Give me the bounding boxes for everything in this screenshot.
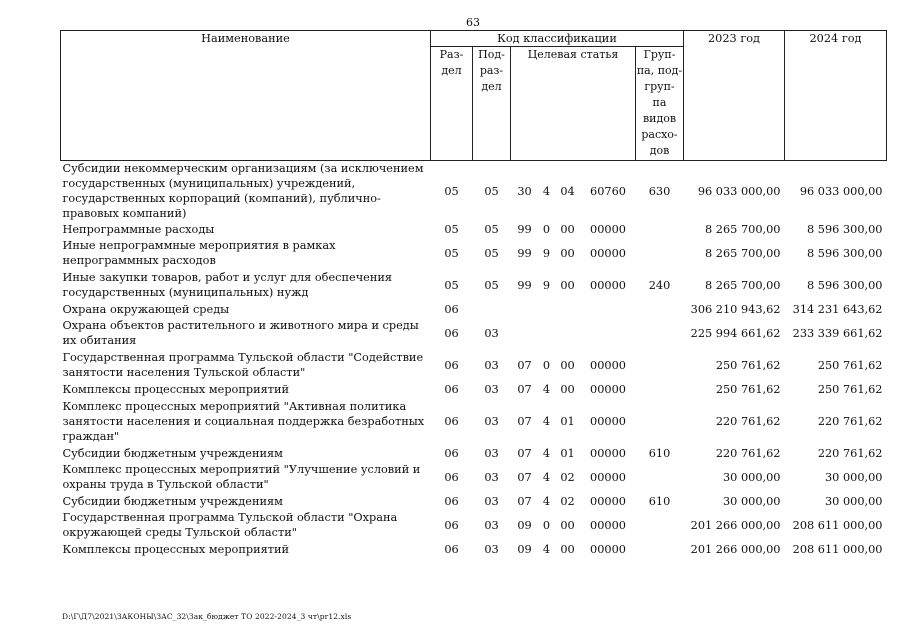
cell-name: Субсидии бюджетным учреждениям (62, 494, 283, 508)
cell-cs3: 00 (560, 358, 575, 372)
cell-name: Государственная программа Тульской области "Содействие занятости населения Тульской области" (62, 351, 424, 379)
cell-y2024: 96 033 000,00 (799, 184, 883, 198)
cell-cs2: 4 (542, 414, 551, 428)
cell-cs3: 00 (560, 518, 575, 532)
header-name: Наименование (61, 31, 431, 161)
table-row (61, 161, 887, 222)
cell-podrazdel: 05 (484, 246, 499, 260)
cell-cs3: 00 (560, 382, 575, 396)
cell-cs3 (555, 301, 581, 317)
cell-cs4: 00000 (590, 518, 626, 532)
cell-name: Комплекс процессных мероприятий "Улучшение условий и охраны труда в Тульской области" (62, 463, 421, 491)
cell-razdel: 06 (444, 542, 459, 556)
cell-y2023: 8 265 700,00 (705, 278, 781, 292)
cell-cs3: 01 (560, 414, 575, 428)
cell-cs3: 02 (560, 470, 575, 484)
cell-razdel: 05 (444, 278, 459, 292)
cell-cs3: 00 (560, 222, 575, 236)
budget-table (60, 30, 887, 557)
cell-vr: 630 (648, 184, 671, 198)
cell-podrazdel: 03 (484, 470, 499, 484)
cell-cs1: 09 (517, 518, 532, 532)
cell-name: Охрана окружающей среды (62, 302, 230, 316)
table-row (61, 237, 887, 269)
cell-cs3: 02 (560, 494, 575, 508)
cell-cs4: 00000 (590, 542, 626, 556)
cell-razdel: 06 (444, 446, 459, 460)
cell-vr (636, 301, 684, 317)
cell-razdel: 06 (444, 518, 459, 532)
cell-cs1: 99 (517, 278, 532, 292)
cell-cs2: 4 (542, 382, 551, 396)
header-target-article: Целевая статья (511, 47, 636, 161)
table-row (61, 349, 887, 381)
cell-cs4: 60760 (590, 184, 626, 198)
cell-cs1 (511, 301, 539, 317)
cell-y2024: 250 761,62 (817, 358, 883, 372)
cell-cs1: 07 (517, 382, 532, 396)
table-row (61, 509, 887, 541)
cell-razdel: 06 (444, 470, 459, 484)
cell-name: Комплекс процессных мероприятий "Активная политика занятости населения и социальная поддержка безработных граждан" (62, 399, 425, 443)
cell-y2023: 250 761,62 (715, 358, 781, 372)
cell-razdel: 05 (444, 246, 459, 260)
cell-cs4: 00000 (590, 414, 626, 428)
cell-cs1: 07 (517, 494, 532, 508)
cell-vr: 610 (648, 494, 671, 508)
cell-vr (636, 397, 684, 445)
cell-cs4: 00000 (590, 494, 626, 508)
page-number: 63 (466, 16, 480, 29)
table-row (61, 269, 887, 301)
cell-cs4 (581, 301, 636, 317)
cell-vr: 610 (648, 446, 671, 460)
cell-y2023: 220 761,62 (715, 446, 781, 460)
cell-y2024: 8 596 300,00 (807, 222, 883, 236)
header-podrazdel: Под- раз- дел (473, 47, 511, 161)
cell-podrazdel: 03 (484, 414, 499, 428)
cell-cs2 (539, 301, 555, 317)
cell-y2023: 201 266 000,00 (690, 542, 781, 556)
cell-name: Субсидии бюджетным учреждениям (62, 446, 283, 460)
cell-podrazdel: 03 (484, 358, 499, 372)
cell-podrazdel: 03 (484, 326, 499, 340)
cell-y2023: 306 210 943,62 (690, 302, 781, 316)
cell-y2024: 208 611 000,00 (792, 542, 883, 556)
cell-razdel: 06 (444, 358, 459, 372)
cell-vr (636, 541, 684, 557)
table-row (61, 493, 887, 509)
cell-cs1 (511, 317, 539, 349)
header-classification: Код классификации (431, 31, 684, 47)
cell-name: Субсидии некоммерческим организациям (за исключением государственных (муниципальных) учреждений, государственных корпораций (компаний), публично-правовых компаний) (62, 162, 424, 220)
cell-vr (636, 237, 684, 269)
header-expense-group: Груп- па, под- груп- па видов расхо- дов (636, 47, 684, 161)
cell-cs2: 0 (542, 358, 551, 372)
header-year-2024: 2024 год (785, 31, 887, 161)
cell-y2024: 220 761,62 (817, 446, 883, 460)
cell-cs4: 00000 (590, 470, 626, 484)
cell-name: Непрограммные расходы (62, 222, 215, 236)
cell-y2023: 96 033 000,00 (697, 184, 781, 198)
cell-razdel: 06 (444, 302, 459, 316)
cell-y2024: 8 596 300,00 (807, 278, 883, 292)
cell-cs1: 30 (517, 184, 532, 198)
table-body (61, 161, 887, 558)
cell-name: Государственная программа Тульской области "Охрана окружающей среды Тульской области" (62, 511, 398, 539)
cell-cs4: 00000 (590, 222, 626, 236)
cell-y2024: 233 339 661,62 (792, 326, 883, 340)
cell-name: Комплексы процессных мероприятий (62, 382, 290, 396)
header-year-2023: 2023 год (684, 31, 785, 161)
cell-podrazdel: 03 (484, 382, 499, 396)
table-row (61, 397, 887, 445)
cell-vr (636, 317, 684, 349)
cell-cs1: 07 (517, 358, 532, 372)
cell-cs2: 0 (542, 222, 551, 236)
cell-y2024: 220 761,62 (817, 414, 883, 428)
header-razdel: Раз- дел (431, 47, 473, 161)
cell-cs4: 00000 (590, 278, 626, 292)
cell-podrazdel: 05 (484, 278, 499, 292)
cell-y2023: 225 994 661,62 (690, 326, 781, 340)
cell-cs2: 4 (542, 184, 551, 198)
table-row (61, 541, 887, 557)
cell-podrazdel: 03 (484, 446, 499, 460)
cell-cs4 (581, 317, 636, 349)
cell-vr (636, 221, 684, 237)
cell-vr (636, 461, 684, 493)
cell-name: Иные закупки товаров, работ и услуг для обеспечения государственных (муниципальных) нужд (62, 271, 393, 299)
cell-y2024: 250 761,62 (817, 382, 883, 396)
table-row (61, 381, 887, 397)
cell-cs3: 01 (560, 446, 575, 460)
cell-cs2: 4 (542, 542, 551, 556)
cell-cs4: 00000 (590, 358, 626, 372)
cell-cs3: 00 (560, 278, 575, 292)
cell-razdel: 06 (444, 414, 459, 428)
cell-cs3: 04 (560, 184, 575, 198)
cell-podrazdel (473, 301, 511, 317)
cell-vr: 240 (648, 278, 671, 292)
cell-cs1: 99 (517, 246, 532, 260)
cell-cs3: 00 (560, 246, 575, 260)
cell-y2023: 8 265 700,00 (705, 222, 781, 236)
cell-cs4: 00000 (590, 382, 626, 396)
cell-cs2: 9 (542, 278, 551, 292)
cell-podrazdel: 03 (484, 518, 499, 532)
cell-y2023: 30 000,00 (723, 470, 781, 484)
cell-name: Охрана объектов растительного и животного мира и среды их обитания (62, 319, 419, 347)
cell-y2023: 250 761,62 (715, 382, 781, 396)
cell-podrazdel: 05 (484, 222, 499, 236)
cell-razdel: 06 (444, 382, 459, 396)
cell-cs1: 09 (517, 542, 532, 556)
cell-cs2: 9 (542, 246, 551, 260)
cell-podrazdel: 03 (484, 542, 499, 556)
cell-cs1: 99 (517, 222, 532, 236)
table-row (61, 445, 887, 461)
cell-y2024: 208 611 000,00 (792, 518, 883, 532)
cell-y2023: 201 266 000,00 (690, 518, 781, 532)
cell-cs2: 4 (542, 494, 551, 508)
cell-cs2 (539, 317, 555, 349)
cell-cs2: 4 (542, 446, 551, 460)
cell-cs2: 4 (542, 470, 551, 484)
cell-cs3: 00 (560, 542, 575, 556)
cell-cs4: 00000 (590, 446, 626, 460)
cell-y2023: 220 761,62 (715, 414, 781, 428)
cell-cs3 (555, 317, 581, 349)
cell-podrazdel: 03 (484, 494, 499, 508)
cell-y2024: 314 231 643,62 (792, 302, 883, 316)
cell-y2024: 30 000,00 (825, 494, 883, 508)
table-row (61, 221, 887, 237)
cell-vr (636, 509, 684, 541)
cell-y2023: 8 265 700,00 (705, 246, 781, 260)
cell-cs1: 07 (517, 414, 532, 428)
cell-y2024: 30 000,00 (825, 470, 883, 484)
cell-razdel: 06 (444, 494, 459, 508)
cell-podrazdel: 05 (484, 184, 499, 198)
cell-name: Комплексы процессных мероприятий (62, 542, 290, 556)
file-path-footer: D:\Г\Д7\2021\ЗАКОНЫ\ЗАС_32\Зак_бюджет ТО 2022-2024_3 чт\pr12.xls (62, 612, 352, 621)
cell-cs4: 00000 (590, 246, 626, 260)
cell-vr (636, 349, 684, 381)
cell-razdel: 05 (444, 222, 459, 236)
table-row (61, 301, 887, 317)
cell-name: Иные непрограммные мероприятия в рамках непрограммных расходов (62, 239, 336, 267)
cell-vr (636, 381, 684, 397)
cell-y2024: 8 596 300,00 (807, 246, 883, 260)
cell-cs1: 07 (517, 470, 532, 484)
cell-cs2: 0 (542, 518, 551, 532)
table-row (61, 461, 887, 493)
cell-razdel: 05 (444, 184, 459, 198)
table-row (61, 317, 887, 349)
cell-cs1: 07 (517, 446, 532, 460)
cell-razdel: 06 (444, 326, 459, 340)
cell-y2023: 30 000,00 (723, 494, 781, 508)
